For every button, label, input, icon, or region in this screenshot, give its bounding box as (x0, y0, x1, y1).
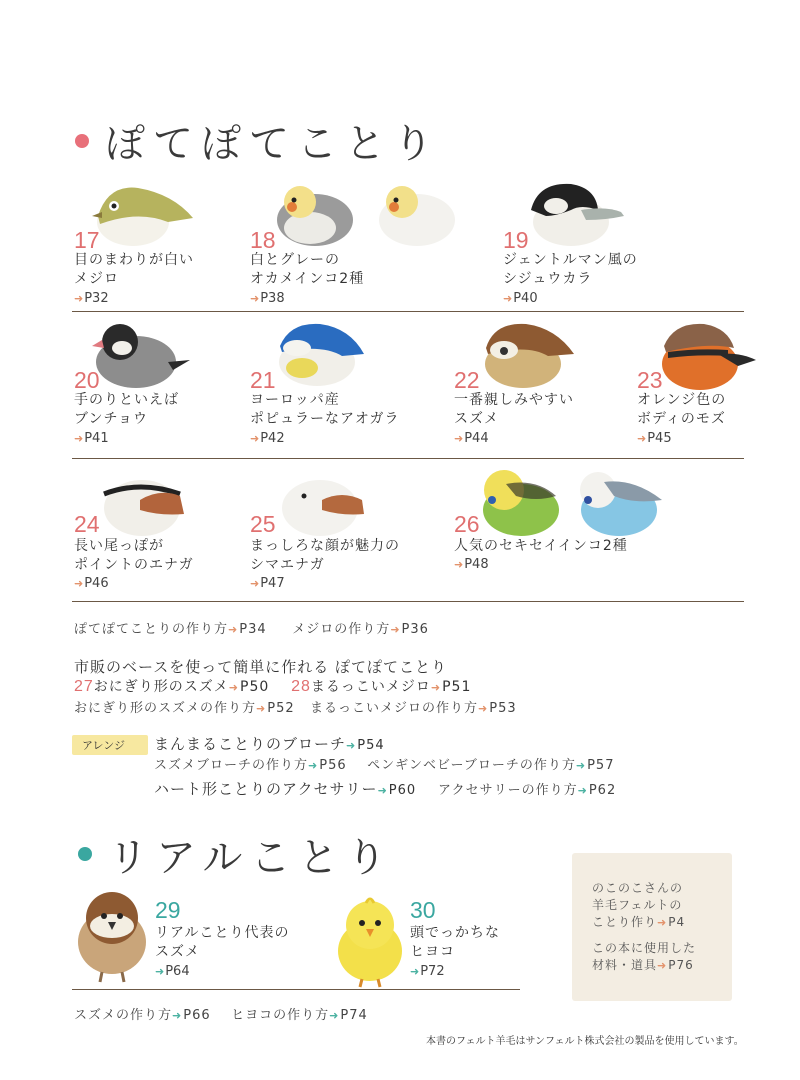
arrow-right-icon: ➜ (430, 681, 442, 694)
bird-suzume-illustration (478, 318, 578, 390)
bird-mozu-illustration (658, 318, 758, 390)
base-item-27[interactable]: 27おにぎり形のスズメ➜P50 (74, 678, 270, 695)
arrow-right-icon: ➜ (454, 558, 464, 571)
arrow-right-icon: ➜ (155, 965, 165, 978)
arrow-right-icon: ➜ (478, 702, 489, 715)
arrange-tag: アレンジ (72, 735, 148, 755)
howto-hiyoko-link[interactable]: ヒヨコの作り方➜P74 (231, 1008, 368, 1023)
bird-sekiseiinko-green-illustration (476, 466, 576, 538)
arrow-right-icon: ➜ (410, 965, 420, 978)
arrow-right-icon: ➜ (390, 623, 401, 636)
row-divider (72, 311, 744, 312)
row-divider (72, 458, 744, 459)
item-number: 19 (503, 227, 529, 253)
item-title: 白とグレーの オカメインコ2種 (250, 252, 365, 287)
arrow-right-icon: ➜ (256, 702, 267, 715)
arrow-right-icon: ➜ (250, 577, 260, 590)
arrow-right-icon: ➜ (74, 432, 84, 445)
arrow-right-icon: ➜ (308, 759, 319, 772)
arrange-brooch-howto (154, 754, 614, 773)
howto-links-1 (74, 618, 429, 637)
info-link-intro[interactable]: ことり作り➜P4 (592, 915, 686, 929)
base-heading: 市販のベースを使って簡単に作れる ぽてぽてことり (74, 658, 448, 676)
base-item-28[interactable]: 28まるっこいメジロ➜P51 (291, 678, 472, 695)
arrow-right-icon: ➜ (657, 959, 668, 972)
howto-accessory-link[interactable]: アクセサリーの作り方➜P62 (437, 783, 617, 798)
item-page-link[interactable]: ➜P32 (74, 291, 109, 306)
real-item-page-link[interactable]: ➜P72 (410, 964, 445, 979)
arrow-right-icon: ➜ (74, 577, 84, 590)
base-howto-links (74, 697, 517, 716)
bird-sekiseiinko-blue-illustration (574, 466, 674, 538)
arrange-brooch-link[interactable]: まんまることりのブローチ➜P54 (154, 735, 385, 753)
howto-suzume-brooch-link[interactable]: スズメブローチの作り方➜P56 (154, 758, 347, 773)
arrow-right-icon: ➜ (250, 432, 260, 445)
item-page-link[interactable]: ➜P47 (250, 576, 285, 591)
howto-mejiro-link[interactable]: メジロの作り方➜P36 (292, 622, 429, 637)
section-title-poteputekotori: ぽてぽてことり (105, 121, 441, 167)
info-link-materials[interactable]: 材料・道具➜P76 (592, 958, 694, 972)
bird-okameinko-grey-illustration (270, 180, 365, 250)
bird-hiyoko-illustration (330, 895, 410, 990)
info-line: 羊毛フェルトの (592, 898, 683, 912)
section-title-realkotori: リアルことり (108, 835, 395, 881)
howto-marukkoi-mejiro-link[interactable]: まるっこいメジロの作り方➜P53 (310, 701, 517, 716)
item-number: 24 (74, 511, 100, 537)
item-title: 目のまわりが白い メジロ (74, 252, 194, 287)
real-item-page-link[interactable]: ➜P64 (155, 964, 190, 979)
real-item-title: 頭でっかちな ヒヨコ (410, 925, 500, 960)
howto-suzume-link[interactable]: スズメの作り方➜P66 (74, 1008, 211, 1023)
bird-aogara-illustration (272, 318, 372, 390)
item-title: 一番親しみやすい スズメ (454, 392, 574, 427)
arrow-right-icon: ➜ (577, 784, 588, 797)
section-dot-teal (78, 847, 92, 861)
arrow-right-icon: ➜ (228, 623, 239, 636)
real-divider (72, 989, 520, 990)
item-page-link[interactable]: ➜P42 (250, 431, 285, 446)
item-page-link[interactable]: ➜P44 (454, 431, 489, 446)
arrow-right-icon: ➜ (637, 432, 647, 445)
arrow-right-icon: ➜ (329, 1009, 340, 1022)
bird-shimaenaga-illustration (278, 470, 373, 542)
item-page-link[interactable]: ➜P40 (503, 291, 538, 306)
footnote: 本書のフェルト羊毛はサンフェルト株式会社の製品を使用しています。 (426, 1036, 744, 1047)
info-line: この本に使用した (592, 941, 697, 955)
real-item-number: 29 (155, 897, 181, 923)
item-title: 長い尾っぽが ポイントのエナガ (74, 538, 194, 573)
bird-mejiro-illustration (88, 180, 198, 250)
item-number: 23 (637, 367, 663, 393)
howto-potepote-link[interactable]: ぽてぽてことりの作り方➜P34 (74, 622, 267, 637)
arrange-heart (154, 778, 616, 799)
item-title: ジェントルマン風の シジュウカラ (503, 252, 638, 287)
item-page-link[interactable]: ➜P46 (74, 576, 109, 591)
item-page-link[interactable]: ➜P38 (250, 291, 285, 306)
arrow-right-icon: ➜ (74, 292, 84, 305)
bird-shijukara-illustration (526, 180, 626, 250)
arrow-right-icon: ➜ (503, 292, 513, 305)
item-page-link[interactable]: ➜P41 (74, 431, 109, 446)
bird-real-suzume-illustration (72, 886, 152, 986)
base-items (74, 676, 471, 696)
item-title: 人気のセキセイインコ2種 (454, 538, 628, 554)
bird-buncho-illustration (88, 318, 193, 390)
item-title: オレンジ色の ボディのモズ (637, 392, 727, 427)
info-line: のこのこさんの (592, 881, 684, 895)
section-dot-pink (75, 134, 89, 148)
item-number: 25 (250, 511, 276, 537)
arrow-right-icon: ➜ (657, 916, 668, 929)
bird-okameinko-white-illustration (372, 180, 467, 250)
item-title: まっしろな顔が魅力の シマエナガ (250, 538, 400, 573)
info-box (572, 853, 732, 1001)
item-title: ヨーロッパ産 ポピュラーなアオガラ (250, 392, 400, 427)
item-title: 手のりといえば ブンチョウ (74, 392, 179, 427)
item-number: 21 (250, 367, 276, 393)
row-divider (72, 601, 744, 602)
arrow-right-icon: ➜ (250, 292, 260, 305)
arrow-right-icon: ➜ (454, 432, 464, 445)
real-item-number: 30 (410, 897, 436, 923)
bird-enaga-illustration (100, 470, 195, 542)
item-page-link[interactable]: ➜P48 (454, 557, 489, 572)
item-number: 17 (74, 227, 100, 253)
arrow-right-icon: ➜ (575, 759, 587, 772)
howto-penguin-brooch-link[interactable]: ペンギンベビーブローチの作り方➜P57 (367, 758, 615, 773)
item-number: 26 (454, 511, 480, 537)
item-page-link[interactable]: ➜P45 (637, 431, 672, 446)
arrow-right-icon: ➜ (377, 784, 388, 797)
arrow-right-icon: ➜ (228, 681, 240, 694)
arrange-heart-link[interactable]: ハート形ことりのアクセサリー➜P60 (154, 780, 417, 798)
arrow-right-icon: ➜ (346, 739, 357, 752)
item-number: 18 (250, 227, 276, 253)
howto-links-2 (74, 1004, 368, 1023)
item-number: 20 (74, 367, 100, 393)
arrow-right-icon: ➜ (172, 1009, 183, 1022)
real-item-title: リアルことり代表の スズメ (155, 925, 290, 960)
item-number: 22 (454, 367, 480, 393)
howto-onigiri-suzume-link[interactable]: おにぎり形のスズメの作り方➜P52 (74, 701, 295, 716)
